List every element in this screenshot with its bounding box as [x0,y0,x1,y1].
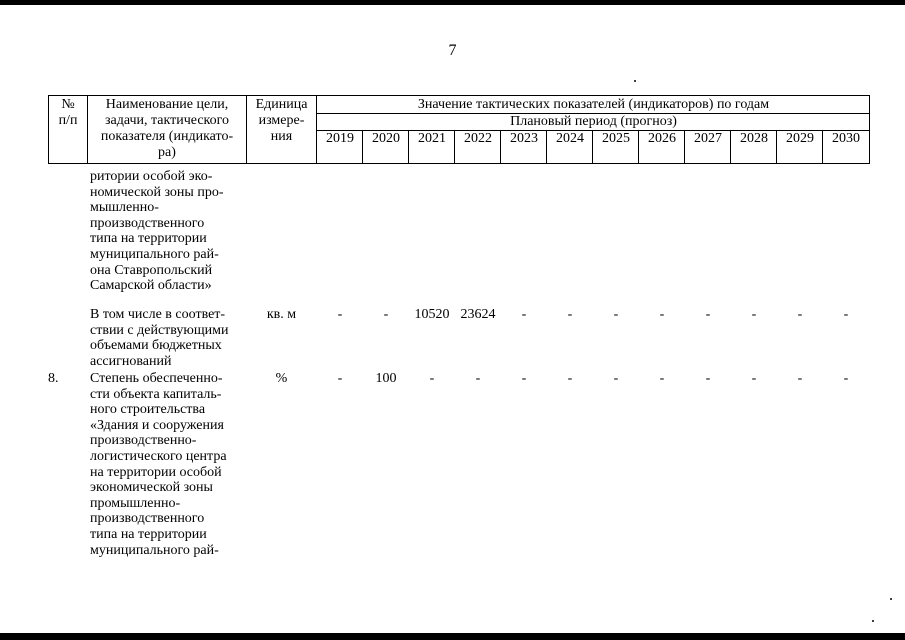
header-year: 2021 [418,131,446,146]
table-cell: - [705,371,711,386]
table-cell: - [337,371,343,386]
header-year: 2019 [326,131,354,146]
table-cell: - [567,371,573,386]
header-year: 2026 [648,131,676,146]
scan-speck [634,80,636,82]
table-row-continuation-text: ритории особой эко- номической зоны про- мышленно- производственного типа на территории муниципального рай- она Ставропольский Самарской области» [90,169,224,294]
table-cell: - [521,371,527,386]
header-year: 2028 [740,131,768,146]
table-cell: - [337,307,343,322]
header-unit: Единица измере- ния [255,97,308,144]
table-cell: - [659,371,665,386]
header-year: 2024 [556,131,584,146]
table-cell: - [843,371,849,386]
table-cell: - [797,371,803,386]
top-border [0,0,905,5]
header-year: 2023 [510,131,538,146]
table-cell: - [521,307,527,322]
header-num: № п/п [58,97,78,128]
table-row-name: Степень обеспеченно- сти объекта капиталь- ного строительства «Здания и сооружения производственно- логистического центра на территории особой экономической зоны промышленно- производственного типа на территории муниципального рай- [90,371,227,558]
header-name: Наименование цели, задачи, тактического показателя (индикато- ра) [100,97,234,160]
table-cell: 10520 [414,307,450,322]
table-cell: - [751,307,757,322]
table-cell: - [705,307,711,322]
table-cell: - [429,371,435,386]
table-cell: - [797,307,803,322]
header-year: 2027 [694,131,722,146]
header-year: 2029 [786,131,814,146]
header-values-title: Значение тактических показателей (индикаторов) по годам [417,97,770,112]
page-number: 7 [448,42,457,59]
table-cell: 23624 [460,307,496,322]
table-cell: - [843,307,849,322]
table-cell: - [613,307,619,322]
bottom-border [0,633,905,640]
header-year: 2030 [832,131,860,146]
table-row-unit: кв. м [266,307,297,322]
table-cell: - [567,307,573,322]
table-cell: 100 [375,371,397,386]
header-year: 2022 [464,131,492,146]
scan-speck [890,598,892,600]
header-year: 2025 [602,131,630,146]
header-year: 2020 [372,131,400,146]
table-cell: - [475,371,481,386]
table-row-name: В том числе в соответ- ствии с действующими объемами бюджетных ассигнований [90,307,229,369]
scan-speck [872,620,874,622]
table-cell: - [751,371,757,386]
table-cell: - [613,371,619,386]
table-cell: - [659,307,665,322]
header-period-title: Плановый период (прогноз) [510,114,677,129]
table-cell: - [383,307,389,322]
table-row-unit: % [275,371,288,386]
table-row-number: 8. [48,371,59,386]
